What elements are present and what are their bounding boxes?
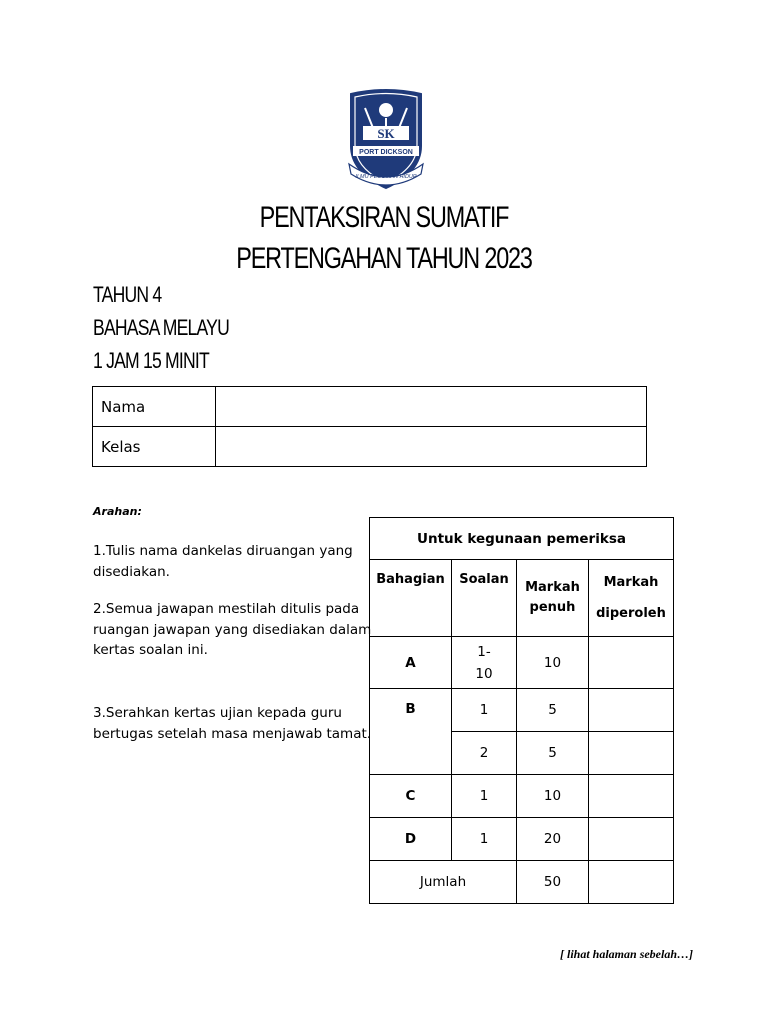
crest-initials: SK <box>377 126 395 141</box>
school-crest-logo <box>345 88 427 192</box>
row-c-obtained[interactable] <box>589 775 674 818</box>
row-c-section: C <box>370 775 452 818</box>
row-b2-question: 2 <box>452 732 517 775</box>
marking-table-title: Untuk kegunaan pemeriksa <box>370 518 674 560</box>
row-a-obtained[interactable] <box>589 637 674 689</box>
row-b1-obtained[interactable] <box>589 689 674 732</box>
row-d-question: 1 <box>452 818 517 861</box>
exam-title-line1: PENTAKSIRAN SUMATIF <box>259 201 509 234</box>
instruction-3: 3.Serahkan kertas ujian kepada guru bertugas setelah masa menjawab tamat. <box>93 705 372 742</box>
row-a-section: A <box>370 637 452 689</box>
row-c-question: 1 <box>452 775 517 818</box>
header-question: Soalan <box>452 560 517 637</box>
instruction-2: 2.Semua jawapan mestilah ditulis pada ruangan jawapan yang disediakan dalam kertas soalan ini. <box>93 601 372 658</box>
header-full-marks <box>517 560 589 637</box>
header-obtained <box>589 560 674 637</box>
exam-title-line2: PERTENGAHAN TAHUN 2023 <box>236 242 532 275</box>
header-obtained-l2: diperoleh <box>596 606 666 621</box>
instruction-1: 1.Tulis nama dankelas diruangan yang disediakan. <box>93 543 353 580</box>
header-obtained-l1: Markah <box>603 575 659 590</box>
row-c-full: 10 <box>517 775 589 818</box>
total-obtained[interactable] <box>589 861 674 904</box>
name-field[interactable] <box>216 387 647 427</box>
name-label: Nama <box>93 387 216 427</box>
class-field[interactable] <box>216 427 647 467</box>
year-label: TAHUN 4 <box>93 282 162 307</box>
duration-label: 1 JAM 15 MINIT <box>93 348 209 373</box>
total-value: 50 <box>517 861 589 904</box>
header-full-marks-text: Markah penuh <box>525 580 580 615</box>
row-b-section: B <box>370 689 452 775</box>
row-a-question: 1- 10 <box>452 637 517 689</box>
row-b1-full: 5 <box>517 689 589 732</box>
class-label: Kelas <box>93 427 216 467</box>
crest-banner: PORT DICKSON <box>359 149 413 156</box>
row-d-section: D <box>370 818 452 861</box>
student-id-table <box>92 386 647 467</box>
row-d-full: 20 <box>517 818 589 861</box>
crest-motto: ILMU PEDOMAN HIDUP <box>355 174 417 180</box>
page-footer-note: [ lihat halaman sebelah…] <box>560 947 694 961</box>
subject-label: BAHASA MELAYU <box>93 315 229 340</box>
instructions-heading: Arahan: <box>93 505 142 518</box>
row-b2-full: 5 <box>517 732 589 775</box>
row-b2-obtained[interactable] <box>589 732 674 775</box>
total-label: Jumlah <box>370 861 517 904</box>
row-b1-question: 1 <box>452 689 517 732</box>
row-a-full: 10 <box>517 637 589 689</box>
header-section: Bahagian <box>370 560 452 637</box>
row-d-obtained[interactable] <box>589 818 674 861</box>
marking-table <box>369 517 674 904</box>
